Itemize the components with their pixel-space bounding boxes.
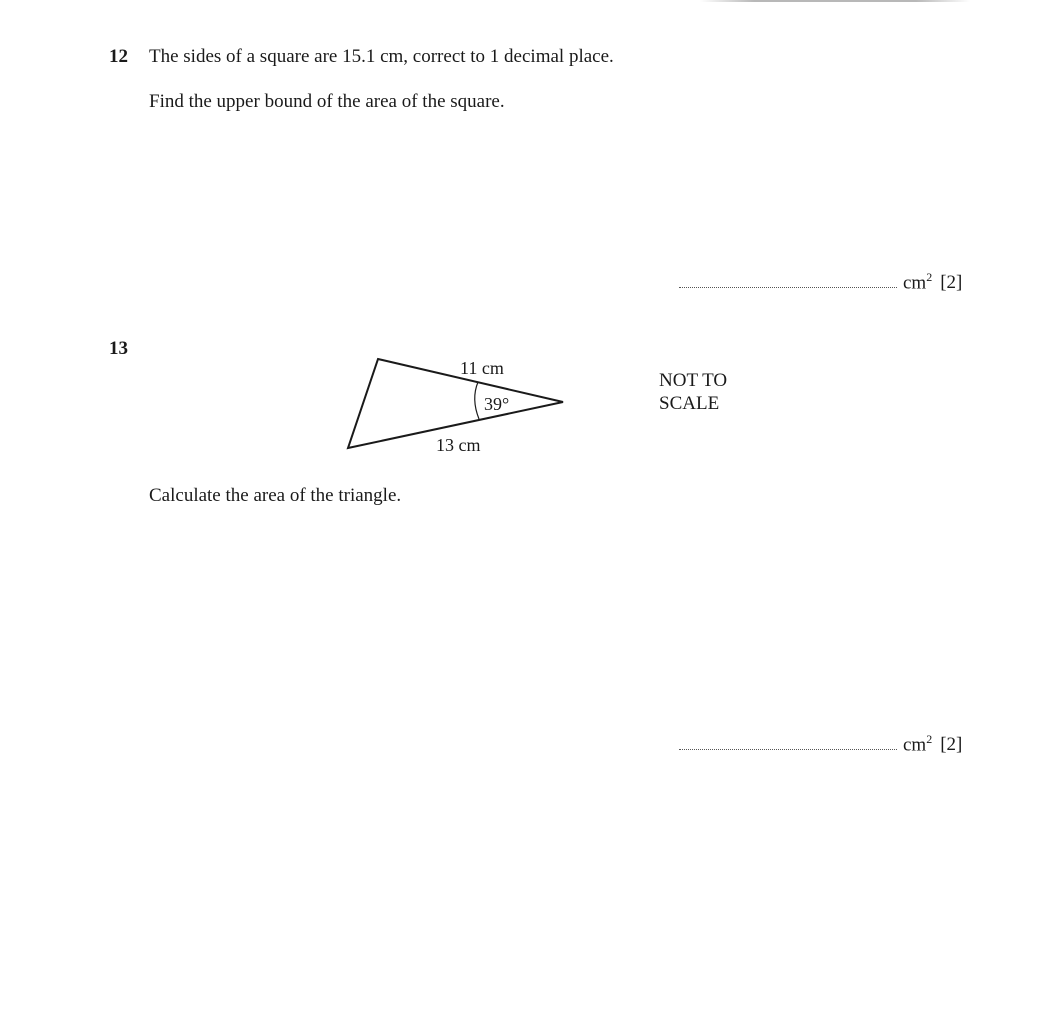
question-13-instruction: Calculate the area of the triangle. (149, 485, 402, 506)
question-12-answer-line[interactable] (679, 270, 962, 294)
not-to-scale-label (659, 369, 727, 415)
not-to-scale-line-2: SCALE (659, 393, 720, 414)
answer-dots[interactable] (679, 273, 897, 288)
question-13-answer-line[interactable] (679, 732, 962, 756)
answer-dots[interactable] (679, 735, 897, 750)
not-to-scale-line-1: NOT TO (659, 370, 728, 391)
side-bottom-label: 13 cm (436, 435, 481, 455)
answer-unit: $cm^2$ (903, 732, 933, 756)
angle-arc (475, 382, 479, 419)
angle-label: 39° (484, 394, 510, 414)
side-top-label: 11 cm (460, 358, 504, 378)
question-13-number: 13 (109, 338, 128, 359)
question-12-number: 12 (109, 46, 128, 67)
question-12-prompt: Find the upper bound of the area of the square. (149, 91, 505, 112)
answer-unit: $cm^2$ (903, 270, 933, 294)
marks-label: [2] (940, 734, 963, 756)
marks-label: [2] (940, 272, 963, 294)
page-top-rule (700, 0, 970, 2)
triangle-diagram (330, 340, 580, 470)
question-12-text: The sides of a square are 15.1 cm, correct to 1 decimal place. (149, 46, 614, 67)
